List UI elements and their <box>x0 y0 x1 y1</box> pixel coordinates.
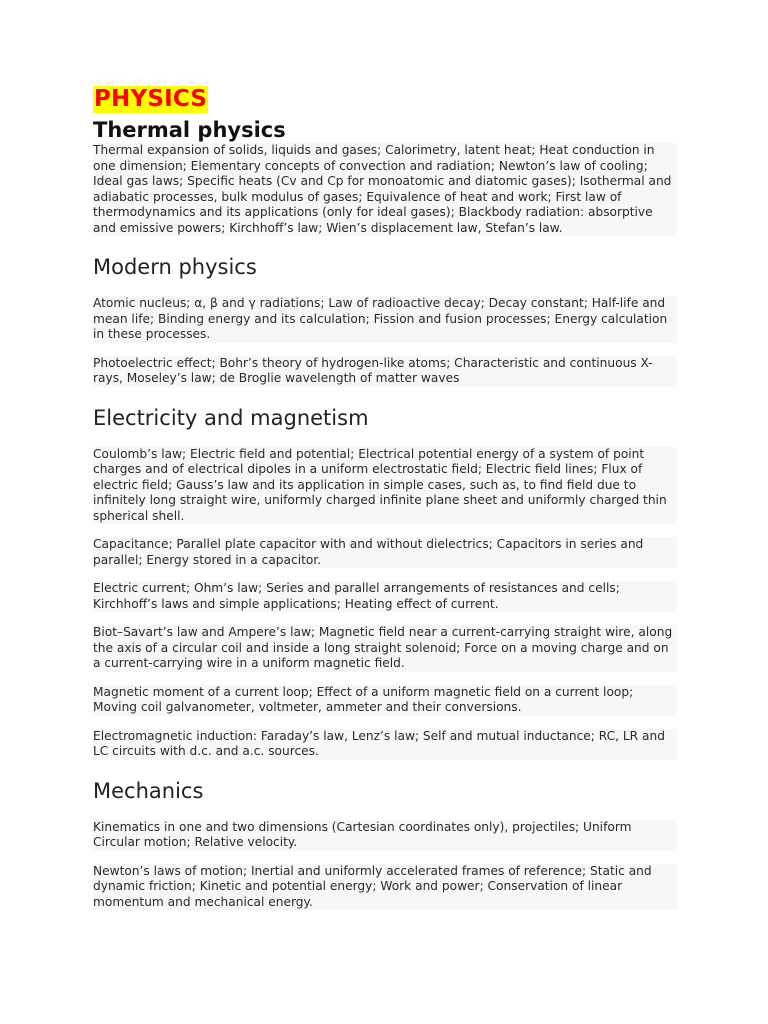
paragraph-electricity-3: Electric current; Ohm’s law; Series and parallel arrangements of resistances and cells; Kirchhoff’s laws and simple applications; Heating effect of current. <box>93 581 677 612</box>
paragraph-mechanics-1: Kinematics in one and two dimensions (Cartesian coordinates only), projectiles; Uniform Circular motion; Relative velocity. <box>93 820 677 851</box>
paragraph-modern-physics-2: Photoelectric effect; Bohr’s theory of hydrogen-like atoms; Characteristic and continuous X-rays, Moseley’s law; de Broglie wavelength of matter waves <box>93 356 677 387</box>
paragraph-electricity-2: Capacitance; Parallel plate capacitor with and without dielectrics; Capacitors in series and parallel; Energy stored in a capacitor. <box>93 537 677 568</box>
subject-title: PHYSICS <box>94 86 208 112</box>
paragraph-electricity-6: Electromagnetic induction: Faraday’s law, Lenz’s law; Self and mutual inductance; RC, LR and LC circuits with d.c. and a.c. sources. <box>93 729 677 760</box>
section-heading-electricity-magnetism: Electricity and magnetism <box>93 405 369 430</box>
paragraph-electricity-4: Biot–Savart’s law and Ampere’s law; Magnetic field near a current-carrying straight wire, along the axis of a circular coil and inside a long straight solenoid; Force on a moving charge and on a current-carrying wire in a uniform magnetic field. <box>93 625 677 672</box>
document-page <box>93 86 677 910</box>
paragraph-modern-physics-1: Atomic nucleus; α, β and γ radiations; Law of radioactive decay; Decay constant; Half-life and mean life; Binding energy and its calculation; Fission and fusion processes; Energy calculation in these processes. <box>93 296 677 343</box>
section-heading-thermal-physics: Thermal physics <box>93 118 286 142</box>
section-heading-modern-physics: Modern physics <box>93 255 257 279</box>
paragraph-thermal-physics-1: Thermal expansion of solids, liquids and gases; Calorimetry, latent heat; Heat conduction in one dimension; Elementary concepts of convection and radiation; Newton’s law of cooling; Ideal gas laws; Specific heats (Cv and Cp for monoatomic and diatomic gases); Isothermal and adiabatic processes, bulk modulus of gases; Equivalence of heat and work; First law of thermodynamics and its applications (only for ideal gases); Blackbody radiation: absorptive and emissive powers; Kirchhoff’s law; Wien’s displacement law, Stefan’s law. <box>93 143 677 236</box>
paragraph-electricity-5: Magnetic moment of a current loop; Effect of a uniform magnetic field on a current loop; Moving coil galvanometer, voltmeter, ammeter and their conversions. <box>93 685 677 716</box>
paragraph-mechanics-2: Newton’s laws of motion; Inertial and uniformly accelerated frames of reference; Static and dynamic friction; Kinetic and potential energy; Work and power; Conservation of linear momentum and mechanical energy. <box>93 864 677 911</box>
section-heading-mechanics: Mechanics <box>93 778 204 803</box>
paragraph-electricity-1: Coulomb’s law; Electric field and potential; Electrical potential energy of a system of point charges and of electrical dipoles in a uniform electrostatic field; Electric field lines; Flux of electric field; Gauss’s law and its application in simple cases, such as, to find field due to infinitely long straight wire, uniformly charged infinite plane sheet and uniformly charged thin spherical shell. <box>93 447 677 525</box>
